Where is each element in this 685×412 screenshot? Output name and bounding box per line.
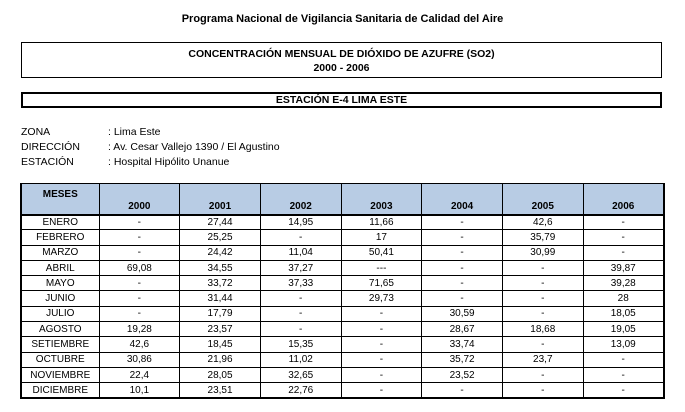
value-cell: 23,7 [502,352,583,367]
table-row [21,383,664,398]
value-cell: 11,66 [341,215,422,230]
value-cell: 30,99 [502,245,583,260]
value-cell: - [422,383,503,398]
table-row [21,260,664,275]
table-row [21,306,664,321]
report-period: 2000 - 2006 [313,62,370,74]
value-cell: - [583,215,664,230]
value-cell: 10,1 [99,383,180,398]
value-cell: - [99,215,180,230]
value-cell: - [422,291,503,306]
value-cell: - [502,367,583,382]
header-year: 2005 [502,184,583,215]
value-cell: - [583,230,664,245]
value-cell: 18,45 [180,337,261,352]
value-cell: 19,05 [583,322,664,337]
value-cell: - [502,337,583,352]
value-cell: 30,86 [99,352,180,367]
value-cell: - [260,306,341,321]
month-cell: ABRIL [21,260,99,275]
value-cell: 18,05 [583,306,664,321]
value-cell: - [502,291,583,306]
value-cell: - [341,367,422,382]
value-cell: 34,55 [180,260,261,275]
table-row [21,291,664,306]
value-cell: 22,4 [99,367,180,382]
report-title: CONCENTRACIÓN MENSUAL DE DIÓXIDO DE AZUFRE (SO2) [188,48,495,60]
value-cell: - [422,260,503,275]
value-cell: - [341,352,422,367]
table-row [21,337,664,352]
value-cell: - [502,260,583,275]
value-cell: - [341,322,422,337]
month-cell: JUNIO [21,291,99,306]
table-row [21,215,664,230]
value-cell: 22,76 [260,383,341,398]
value-cell: 24,42 [180,245,261,260]
value-cell: - [99,245,180,260]
value-cell: 28,05 [180,367,261,382]
info-estacion-label: ESTACIÓN [21,156,74,168]
table-row [21,352,664,367]
value-cell: 23,51 [180,383,261,398]
value-cell: 17 [341,230,422,245]
month-cell: DICIEMBRE [21,383,99,398]
value-cell: - [260,291,341,306]
info-direccion-label: DIRECCIÓN [21,141,80,153]
value-cell: - [583,352,664,367]
value-cell: - [502,306,583,321]
value-cell: 23,57 [180,322,261,337]
table-header-row [21,184,664,215]
table-row [21,245,664,260]
month-cell: AGOSTO [21,322,99,337]
value-cell: - [99,230,180,245]
value-cell: 21,96 [180,352,261,367]
value-cell: --- [341,260,422,275]
value-cell: 39,28 [583,276,664,291]
value-cell: 27,44 [180,215,261,230]
station-title: ESTACIÓN E-4 LIMA ESTE [21,92,662,108]
value-cell: 28,67 [422,322,503,337]
value-cell: 18,68 [502,322,583,337]
value-cell: 11,02 [260,352,341,367]
value-cell: 35,72 [422,352,503,367]
value-cell: - [422,215,503,230]
value-cell: 39,87 [583,260,664,275]
month-cell: FEBRERO [21,230,99,245]
value-cell: - [422,276,503,291]
value-cell: 19,28 [99,322,180,337]
value-cell: 28 [583,291,664,306]
value-cell: 35,79 [502,230,583,245]
value-cell: 33,74 [422,337,503,352]
month-cell: NOVIEMBRE [21,367,99,382]
value-cell: - [341,306,422,321]
info-direccion-value: : Av. Cesar Vallejo 1390 / El Agustino [108,141,280,153]
month-cell: MARZO [21,245,99,260]
value-cell: 42,6 [99,337,180,352]
value-cell: 37,27 [260,260,341,275]
value-cell: - [341,337,422,352]
info-zona-value: : Lima Este [108,126,161,138]
value-cell: 23,52 [422,367,503,382]
value-cell: 11,04 [260,245,341,260]
header-year: 2004 [422,184,503,215]
report-title-box [21,42,662,78]
value-cell: 71,65 [341,276,422,291]
info-zona-label: ZONA [21,126,51,138]
header-year: 2000 [99,184,180,215]
value-cell: 29,73 [341,291,422,306]
header-year: 2001 [180,184,261,215]
value-cell: - [99,276,180,291]
program-title: Programa Nacional de Vigilancia Sanitaria de Calidad del Aire [181,13,504,25]
value-cell: - [341,383,422,398]
value-cell: 13,09 [583,337,664,352]
month-cell: MAYO [21,276,99,291]
month-cell: OCTUBRE [21,352,99,367]
value-cell: 37,33 [260,276,341,291]
value-cell: 14,95 [260,215,341,230]
value-cell: 33,72 [180,276,261,291]
value-cell: - [422,245,503,260]
value-cell: 69,08 [99,260,180,275]
table-row [21,230,664,245]
table-row [21,322,664,337]
value-cell: 42,6 [502,215,583,230]
value-cell: 31,44 [180,291,261,306]
header-year: 2003 [341,184,422,215]
info-estacion-value: : Hospital Hipólito Unanue [108,156,230,168]
value-cell: - [502,276,583,291]
value-cell: - [422,230,503,245]
value-cell: - [583,367,664,382]
month-cell: JULIO [21,306,99,321]
value-cell: - [260,322,341,337]
value-cell: 50,41 [341,245,422,260]
value-cell: - [260,230,341,245]
value-cell: 15,35 [260,337,341,352]
table-row [21,276,664,291]
header-year: 2006 [583,184,664,215]
value-cell: - [99,291,180,306]
value-cell: - [502,383,583,398]
value-cell: - [583,383,664,398]
value-cell: 32,65 [260,367,341,382]
month-cell: ENERO [21,215,99,230]
so2-table [20,183,665,399]
month-cell: SETIEMBRE [21,337,99,352]
header-year: 2002 [260,184,341,215]
value-cell: - [99,306,180,321]
header-months: MESES [21,184,99,215]
value-cell: 25,25 [180,230,261,245]
table-row [21,367,664,382]
value-cell: - [583,245,664,260]
value-cell: 30,59 [422,306,503,321]
value-cell: 17,79 [180,306,261,321]
